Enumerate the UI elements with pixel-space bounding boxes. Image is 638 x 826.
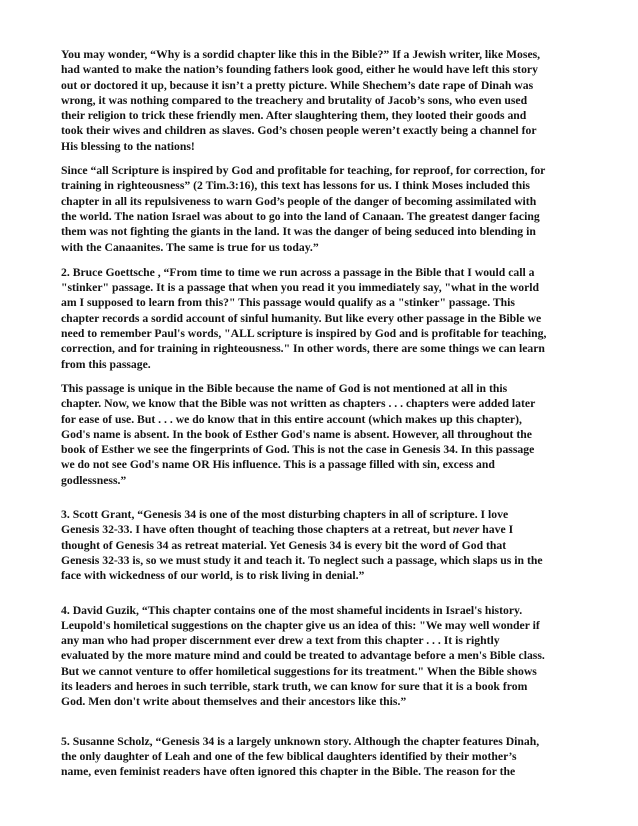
text-line: Genesis 32-33 is, so we must study it and teach it. To neglect such a passage, which slaps us in the [61,553,543,567]
text-line [61,522,581,537]
text-line: am I supposed to learn from this?" This passage would qualify as a "stinker" passage. This [61,296,515,310]
paragraph-spacer [61,710,581,734]
text-line: 3. Scott Grant, “Genesis 34 is one of the most disturbing chapters in all of scripture. I love [61,508,509,522]
text-line: 2. Bruce Goettsche , “From time to time we run across a passage in the Bible that I would call a [61,265,535,279]
text-line: the only daughter of Leah and one of the few biblical daughters identified by their mother’s [61,749,517,763]
paragraph-spacer [61,255,581,265]
text-line: godlessness.” [61,473,127,487]
text-line: This passage is unique in the Bible because the name of God is not mentioned at all in this [61,381,508,395]
paragraph-guzik [61,603,581,710]
text-line: took their wives and children as slaves. God’s chosen people weren’t exactly being a channel for [61,124,537,138]
text-line: chapter records a sordid account of sinful humanity. But like every other passage in the Bible we [61,311,542,325]
text-line: need to remember Paul's words, "ALL scripture is inspired by God and is profitable for teaching, [61,327,547,341]
text-line: from this passage. [61,357,151,371]
text-line: for ease of use. But . . . we do know that in this entire account (which makes up this chapter), [61,412,522,426]
paragraph-grant [61,507,581,583]
text-line: chapter. Now, we know that the Bible was not written as chapters . . . chapters were added later [61,397,536,411]
text-line: thought of Genesis 34 as retreat material. Yet Genesis 34 is every bit the word of God that [61,538,507,552]
emphasis-word: never [452,523,480,537]
text-line: training in righteousness” (2 Tim.3:16), this text has lessons for us. I think Moses included this [61,179,530,193]
text-line: 5. Susanne Scholz, “Genesis 34 is a largely unknown story. Although the chapter features Dinah, [61,734,540,748]
text-line: God's name is absent. In the book of Esther God's name is absent. However, all throughout the [61,427,532,441]
text-line: their religion to trick these friendly men. After slaughtering them, they looted their goods and [61,109,527,123]
paragraph-spacer [61,584,581,603]
text-line: "stinker" passage. It is a passage that when you read it you immediately say, "what in the world [61,281,540,295]
text-line: Leupold's homiletical suggestions on the chapter give us an idea of this: "We may well wonder if [61,618,540,632]
text-line: out or doctored it up, because it isn’t a pretty picture. While Shechem’s date rape of Dinah was [61,78,534,92]
text-line: name, even feminist readers have often ignored this chapter in the Bible. The reason for the [61,765,516,779]
paragraph-spacer [61,372,581,381]
text-line: God. Men don't write about themselves and their ancestors like this.” [61,695,407,709]
text-line: them was not fighting the giants in the land. It was the danger of being seduced into blending in [61,225,536,239]
paragraph-scholz [61,734,581,780]
paragraph-spacer [61,488,581,507]
text-line: correction, and for training in righteousness." In other words, there are some things we can learn [61,342,545,356]
text-line: the world. The nation Israel was about to go into the land of Canaan. The greatest danger facing [61,209,540,223]
text-line: face with wickedness of our world, is to risk living in denial.” [61,569,365,583]
text-segment: Genesis 32-33. I have often thought of teaching those chapters at a retreat, but [61,523,453,537]
text-line: with the Canaanites. The same is true for us today.” [61,240,319,254]
paragraph-goettsche [61,265,581,372]
paragraph-spacer [61,154,581,163]
text-line: we do not see God's name OR His influence. This is a passage filled with sin, excess and [61,458,495,472]
text-line: You may wonder, “Why is a sordid chapter like this in the Bible?” If a Jewish writer, like Moses, [61,48,541,61]
paragraph-unique-passage [61,381,581,488]
text-line: any man who had proper discernment ever drew a text from this chapter . . . It is rightly [61,634,500,648]
text-line: book of Esther we see the fingerprints of God. This is not the case in Genesis 34. In this passage [61,443,535,457]
text-line: wrong, it was nothing compared to the treachery and brutality of Jacob’s sons, who even used [61,93,528,107]
paragraph-scripture [61,163,581,255]
text-line: evaluated by the more mature mind and could be treated to advantage before a men's Bible class. [61,649,545,663]
text-line: Since “all Scripture is inspired by God and profitable for teaching, for reproof, for correction, for [61,164,546,178]
text-segment: have I [479,523,514,537]
document-page [61,47,581,779]
paragraph-intro [61,47,581,154]
text-line: had wanted to make the nation’s founding fathers look good, either he would have left this story [61,63,538,77]
text-line: its leaders and heroes in such terrible, stark truth, we can know for sure that it is a book from [61,679,528,693]
text-line: chapter in all its repulsiveness to warn God’s people of the danger of becoming assimilated with [61,194,537,208]
text-line: His blessing to the nations! [61,139,195,153]
text-line: 4. David Guzik, “This chapter contains one of the most shameful incidents in Israel's history. [61,603,523,617]
text-line: But we cannot venture to offer homiletical suggestions for its treatment." When the Bible shows [61,664,537,678]
